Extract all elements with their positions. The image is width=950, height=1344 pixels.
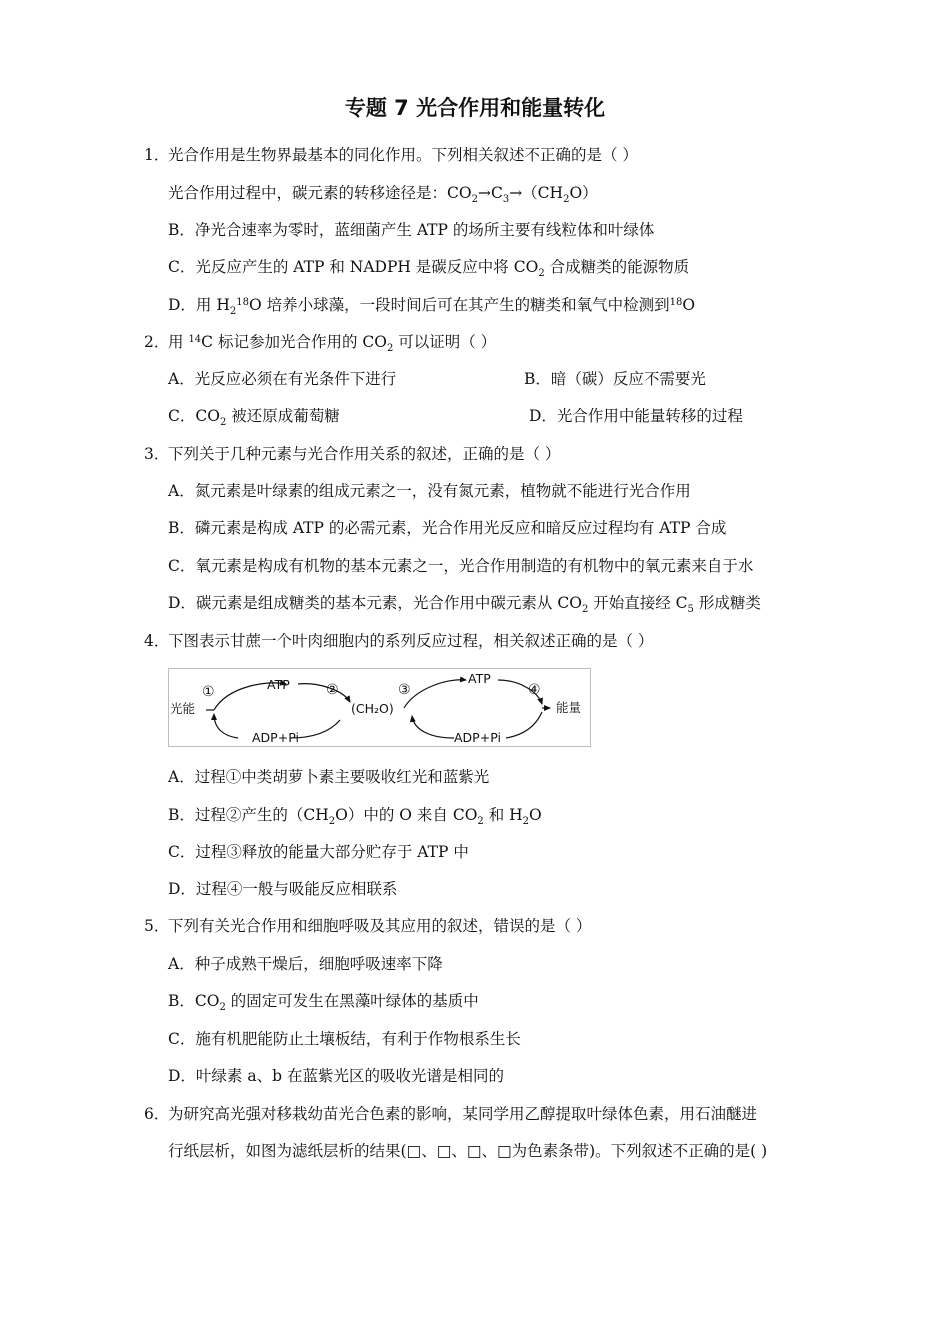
question-text: 下图表示甘蔗一个叶肉细胞内的系列反应过程，相关叙述正确的是（ ） [168,632,654,650]
q5-option-a: A．种子成熟干燥后，细胞呼吸速率下降 [168,955,443,973]
question-number: 1． [144,146,170,164]
question-text: 为研究高光强对移栽幼苗光合色素的影响，某同学用乙醇提取叶绿体色素，用石油醚进 [168,1105,758,1123]
process-2-label: ② [326,682,339,698]
atp-cycle-diagram [168,668,591,747]
question-6-stem [144,1104,757,1124]
process-4-label: ④ [528,682,541,698]
question-number: 2． [144,333,170,351]
process-1-label: ① [202,684,215,700]
q5-option-d: D．叶绿素 a、b 在蓝紫光区的吸收光谱是相同的 [168,1067,504,1085]
q3-option-d: D．碳元素是组成糖类的基本元素，光合作用中碳元素从 $CO_2$ 开始直接经 $C_5$ 形成糖类 [168,594,761,615]
question-4-stem [144,631,653,651]
light-energy-label: 光能 [170,701,196,716]
question-text: 下列有关光合作用和细胞呼吸及其应用的叙述，错误的是（ ） [168,917,592,935]
question-number: 6． [144,1105,170,1123]
q5-option-c: C．施有机肥能防止土壤板结，有利于作物根系生长 [168,1030,521,1048]
question-number: 3． [144,445,170,463]
question-1-stem [144,145,638,165]
q1-option-d: D．用 $H_2^{18}O$ 培养小球藻，一段时间后可在其产生的糖类和氧气中检测到$^{18}$O [168,296,696,317]
question-text: 下列关于几种元素与光合作用关系的叙述，正确的是（ ） [168,445,561,463]
question-text: 光合作用是生物界最基本的同化作用。下列相关叙述不正确的是（ ） [168,146,638,164]
q4-option-a: A．过程①中类胡萝卜素主要吸收红光和蓝紫光 [168,768,490,786]
q1-option-c: C．光反应产生的 ATP 和 NADPH 是碳反应中将 $CO_2$ 合成糖类的能源物质 [168,258,690,279]
q2-option-d: D．光合作用中能量转移的过程 [529,407,743,425]
question-number: 4． [144,632,170,650]
q4-option-b: B．过程②产生的$(CH_2O)$中的 O 来自 $CO_2$ 和 $H_2O$ [168,806,542,827]
q1-option-a: 光合作用过程中，碳元素的转移途径是：$CO_2\to C_3\to(CH_2O)$ [168,184,598,205]
question-3-stem [144,444,560,464]
adp-label-1: ADP+Pi [252,730,299,745]
right-cycle-bottom-arc [506,712,542,738]
q3-option-a: A．氮元素是叶绿素的组成元素之一，没有氮元素，植物就不能进行光合作用 [168,482,691,500]
energy-label: 能量 [556,700,582,715]
q4-option-c: C．过程③释放的能量大部分贮存于 ATP 中 [168,843,469,861]
q1-option-b: B．净光合速率为零时，蓝细菌产生 ATP 的场所主要有线粒体和叶绿体 [168,221,655,239]
q5-option-b: B．$CO_2$ 的固定可发生在黑藻叶绿体的基质中 [168,992,479,1013]
q2-option-c: C．$CO_2$ 被还原成葡萄糖 [168,407,340,428]
ch2o-label: (CH₂O) [351,701,394,716]
question-6-stem-continued: 行纸层析，如图为滤纸层析的结果(□、□、□、□为色素条带)。下列叙述不正确的是( ) [168,1142,768,1160]
adp-label-2: ADP+Pi [454,730,501,745]
page-title: 专题 7 光合作用和能量转化 [344,96,606,120]
q3-option-c: C．氧元素是构成有机物的基本元素之一，光合作用制造的有机物中的氧元素来自于水 [168,557,754,575]
q3-option-b: B．磷元素是构成 ATP 的必需元素，光合作用光反应和暗反应过程均有 ATP 合成 [168,519,727,537]
question-2-stem: 2．用 $^{14}$C 标记参加光合作用的 $CO_2$ 可以证明（ ） [144,333,497,354]
q4-option-d: D．过程④一般与吸能反应相联系 [168,880,398,898]
right-cycle-top-arc [404,680,466,708]
q2-option-a: A．光反应必须在有光条件下进行 [168,370,397,388]
question-5-stem [144,916,591,936]
q2-option-b: B．暗（碳）反应不需要光 [524,370,706,388]
process-3-label: ③ [398,682,411,698]
atp-label-1: ATP [267,677,290,692]
question-number: 5． [144,917,170,935]
atp-label-2: ATP [468,671,491,686]
